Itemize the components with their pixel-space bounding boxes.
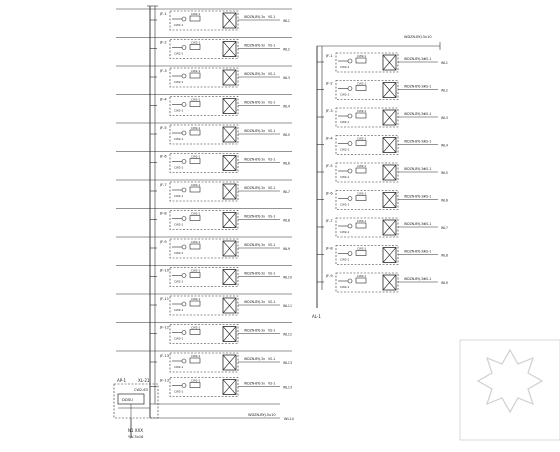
switch-label-2: CW2-1 [174,222,184,227]
switch-label-2: CW2-1 [174,279,184,284]
device-frame [170,97,238,116]
code-label: VS-1 [268,157,276,162]
switch-label-2: CW2-1 [174,308,184,312]
feeder-row [317,246,448,265]
contactor-box [356,278,366,283]
contactor-box [190,187,200,192]
cable-label: WDZN-BYJ-3x [244,328,266,333]
feeder-row [150,268,292,287]
device-frame [336,218,398,237]
feeder-row [150,325,292,344]
outgoing-label: WL13 [283,361,292,365]
outgoing-label: WL6 [283,161,290,166]
code-label: VS-1 [268,271,276,276]
code-label: VS-1 [268,15,276,19]
row-tag-label: JF-10 [160,268,169,273]
row-tag-label: JF-6 [160,154,167,159]
outgoing-label: WL8 [441,253,448,258]
switch-label: CW2-1 [191,97,201,102]
device-frame [170,154,238,173]
right-header-cable: WDZN-BYJ-5x10 [404,35,432,39]
switch-label-2: CW2-1 [174,137,184,141]
cable-label: WDZN-BYJ-3x [244,129,266,133]
device-frame [170,378,238,397]
code-label: VS-1 [268,328,276,333]
breaker-contact [182,359,186,363]
device-frame [336,163,398,182]
breaker-contact [182,74,186,78]
breaker-contact [182,188,186,192]
code-label: VS-1 [268,72,276,76]
contactor-box [356,168,366,173]
contactor-box [190,102,200,107]
panel-label: AP-1 [117,378,127,383]
meter-label: DDSU [122,397,134,402]
outgoing-label: WL13 [283,385,292,390]
switch-label: CW2-1 [191,354,201,358]
device-frame [170,268,238,287]
device-frame [170,182,238,201]
cable-label: WDZN-BYJ-3x [404,84,426,89]
outgoing-label: WL2 [441,88,448,93]
code-label: VS-1 [424,277,432,281]
breaker-contact [182,46,186,50]
code-label: VS-1 [268,186,276,190]
outgoing-label: WL5 [283,133,290,137]
switch-label-2: CW2-1 [174,108,184,113]
breaker-contact [348,197,352,201]
outgoing-label: WL4 [283,104,290,109]
cable-label: WDZN-BYJ-3x [244,43,266,48]
feeder-row [150,378,292,397]
breaker-contact [348,252,352,256]
outgoing-label: WL3 [441,116,448,120]
outgoing-label: WL1 [283,19,290,23]
switch-label-2: CW2-1 [174,389,184,394]
contactor-box [356,251,366,256]
cable-label: WDZN-BYJ-3x [244,15,266,19]
device-frame [336,53,398,72]
switch-label-2: CW2-1 [340,175,350,179]
feeder-label: N1 XXX [128,428,144,433]
code-label: VS-1 [268,357,276,361]
breaker-contact [348,279,352,283]
switch-label-2: CW2-1 [174,365,184,369]
row-tag-label: JF-4 [160,97,167,102]
switch-label-2: CW2-1 [174,336,184,341]
switch-label: CW2-1 [191,69,201,73]
cable-label: WDZN-BYJ-3x [404,249,426,254]
cable-label: WDZN-BYJ-3x [244,186,266,190]
breaker-contact [348,224,352,228]
contactor-box [190,383,200,388]
row-tag-label: JF-7 [160,183,167,187]
code-label: VS-1 [424,194,432,199]
switch-label-2: CW2-1 [340,230,350,234]
feeder-row [150,353,292,372]
device-frame [170,325,238,344]
switch-label: CW2-1 [191,378,201,383]
switch-label: CW2-1 [357,191,367,196]
breaker-contact [348,59,352,63]
feeder-row [150,97,290,116]
contactor-box [190,73,200,78]
breaker-contact [348,87,352,91]
row-tag-label: JF-11 [160,297,169,301]
code-label: VS-1 [424,167,432,171]
breaker-contact [182,274,186,278]
switch-label-2: CW2-1 [174,251,184,255]
breaker-contact [182,245,186,249]
contactor-box [356,223,366,228]
outgoing-label: WL4 [441,143,448,148]
row-tag-label: JF-1 [326,54,333,58]
switch-label-2: CW2-1 [340,65,350,69]
feeder-row [150,296,292,315]
contactor-box [190,45,200,50]
watermark-star [478,350,542,412]
contactor-box [190,159,200,164]
switch-label: CW2-1 [191,211,201,216]
cable-label: WDZN-BYJ-3x [244,157,266,162]
cable-label: WDZN-BYJ-3x [404,112,426,116]
switch-label: CW2-1 [357,109,367,113]
cable-label: WDZN-BYJ-3x [404,194,426,199]
row-tag-label: JF-2 [160,40,167,45]
main-breaker-label: CW2-63 [134,388,148,392]
feeder-row [317,218,448,237]
switch-label-2: CW2-1 [174,80,184,84]
cable-label: WDZN-BYJ-3x [404,57,426,61]
switch-label: CW2-1 [191,297,201,301]
feeder-row [317,108,448,127]
feeder-row [317,81,448,100]
switch-label-2: CW2-1 [340,120,350,124]
feeder-row [150,154,290,173]
breaker-contact [348,169,352,173]
breaker-contact [182,384,186,388]
right-feeder-rows [317,53,448,292]
cable-label: WDZN-BYJ-3x [244,357,266,361]
feeder-row [150,239,290,258]
switch-label: CW2-1 [191,240,201,244]
switch-label: CW2-1 [191,12,201,16]
switch-label: CW2-1 [191,40,201,45]
watermark-logo [460,340,560,440]
code-label: VS-1 [424,57,432,61]
contactor-box [356,58,366,63]
row-tag-label: JF-9 [160,240,167,244]
breaker-contact [348,142,352,146]
outgoing-label: WL2 [283,47,290,52]
switch-label: CW2-1 [357,164,367,168]
feeder-row [150,211,290,230]
row-tag-label: JF-3 [160,69,167,73]
device-frame [170,40,238,59]
outgoing-label: WL8 [283,218,290,223]
code-label: VS-1 [268,381,276,386]
bottom-out-label: WL14 [284,417,294,421]
feeder-row [150,125,290,144]
feeder-row [317,163,448,182]
contactor-box [190,216,200,221]
contactor-box [190,301,200,306]
contactor-box [356,141,366,146]
switch-label: CW2-1 [357,81,367,86]
outgoing-label: WL9 [283,247,290,251]
device-frame [170,125,238,144]
breaker-contact [348,114,352,118]
contactor-box [190,130,200,135]
contactor-box [356,113,366,118]
cable-label: WDZN-BYJ-3x [404,222,426,226]
bottom-cable-label: WDZN-BYJ-5x10 [248,413,276,417]
switch-label: CW2-1 [357,219,367,223]
code-label: VS-1 [268,243,276,247]
watermark-frame [460,340,560,440]
switch-label-2: CW2-1 [174,194,184,198]
outgoing-label: WL7 [283,190,290,194]
code-label: VS-1 [268,300,276,304]
switch-label: CW2-1 [191,268,201,273]
feeder-row [150,68,290,87]
device-frame [336,81,398,100]
row-tag-label: JF-13 [160,354,169,358]
device-frame [170,68,238,87]
code-label: VS-1 [424,249,432,254]
device-frame [336,273,398,292]
device-frame [336,108,398,127]
outgoing-label: WL9 [441,281,448,285]
switch-label-2: CW2-1 [340,202,350,207]
outgoing-label: WL5 [441,171,448,175]
outgoing-label: WL12 [283,332,292,337]
code-label: VS-1 [268,129,276,133]
row-tag-label: JF-8 [326,246,333,251]
row-tag-label: JF-4 [326,136,333,141]
feeder-row [317,53,448,72]
device-frame [170,211,238,230]
breaker-contact [182,331,186,335]
code-label: VS-1 [424,222,432,226]
outgoing-label: WL3 [283,76,290,80]
outgoing-label: WL6 [441,198,448,203]
device-frame [336,191,398,210]
cable-label: WDZN-BYJ-3x [244,214,266,219]
right-bus-label: AL-1 [312,314,321,319]
main-distribution-panel [114,378,295,439]
cable-label: WDZN-BYJ-3x [244,271,266,276]
switch-label: CW2-1 [357,54,367,58]
device-frame [170,239,238,258]
device-frame [336,136,398,155]
contactor-box [190,16,200,21]
contactor-box [190,330,200,335]
left-feeder-rows [116,9,292,397]
row-tag-label: JF-3 [326,109,333,113]
switch-label-2: CW2-1 [174,51,184,56]
feeder-row [150,11,290,30]
device-frame [170,353,238,372]
cable-label: WDZN-BYJ-3x [404,139,426,144]
outgoing-label: WL7 [441,226,448,230]
switch-label-2: CW2-1 [340,285,350,289]
switch-label: CW2-1 [191,126,201,130]
outgoing-label: WL11 [283,304,292,308]
feeder-cable: YJV-5x16 [128,435,144,439]
outgoing-label: WL10 [283,275,292,280]
cable-label: WDZN-BYJ-3x [244,100,266,105]
code-label: VS-1 [424,84,432,89]
feeder-row [150,182,290,201]
device-frame [336,246,398,265]
switch-label: CW2-1 [191,154,201,159]
code-label: VS-1 [424,139,432,144]
row-tag-label: JF-9 [326,274,333,278]
switch-label: CW2-1 [357,274,367,278]
row-tag-label: JF-5 [160,126,167,130]
breaker-contact [182,131,186,135]
breaker-contact [182,160,186,164]
switch-label: CW2-1 [191,183,201,187]
code-label: VS-1 [424,112,432,116]
row-tag-label: JF-7 [326,219,333,223]
row-tag-label: JF-12 [160,325,169,330]
device-frame [170,11,238,30]
code-label: VS-1 [268,100,276,105]
switch-label-2: CW2-1 [340,147,350,152]
contactor-box [356,196,366,201]
feeder-row [150,40,290,59]
feeder-row [317,136,448,155]
breaker-contact [182,217,186,221]
switch-label: CW2-1 [191,325,201,330]
cable-label: WDZN-BYJ-3x [244,243,266,247]
switch-label-2: CW2-1 [174,165,184,170]
contactor-box [190,244,200,249]
panel-id: XL-21 [138,378,150,383]
switch-label-2: CW2-1 [340,92,350,97]
feeder-row [317,273,448,292]
outgoing-label: WL1 [441,61,448,65]
code-label: VS-1 [268,43,276,48]
row-tag-label: JF-1 [160,12,167,16]
breaker-contact [182,302,186,306]
contactor-box [356,86,366,91]
switch-label: CW2-1 [357,246,367,251]
breaker-contact [182,103,186,107]
cable-label: WDZN-BYJ-3x [244,300,266,304]
row-tag-label: JF-2 [326,81,333,86]
cable-label: WDZN-BYJ-3x [404,167,426,171]
contactor-box [190,273,200,278]
breaker-contact [182,17,186,21]
cable-label: WDZN-BYJ-3x [244,381,266,386]
cable-label: WDZN-BYJ-3x [244,72,266,76]
device-frame [170,296,238,315]
switch-label-2: CW2-1 [340,257,350,262]
code-label: VS-1 [268,214,276,219]
switch-label: CW2-1 [357,136,367,141]
row-tag-label: JF-6 [326,191,333,196]
feeder-row [317,191,448,210]
row-tag-label: JF-5 [326,164,333,168]
row-tag-label: JF-13 [160,378,169,383]
row-tag-label: JF-8 [160,211,167,216]
contactor-box [190,358,200,363]
switch-label-2: CW2-1 [174,23,184,27]
cable-label: WDZN-BYJ-3x [404,277,426,281]
